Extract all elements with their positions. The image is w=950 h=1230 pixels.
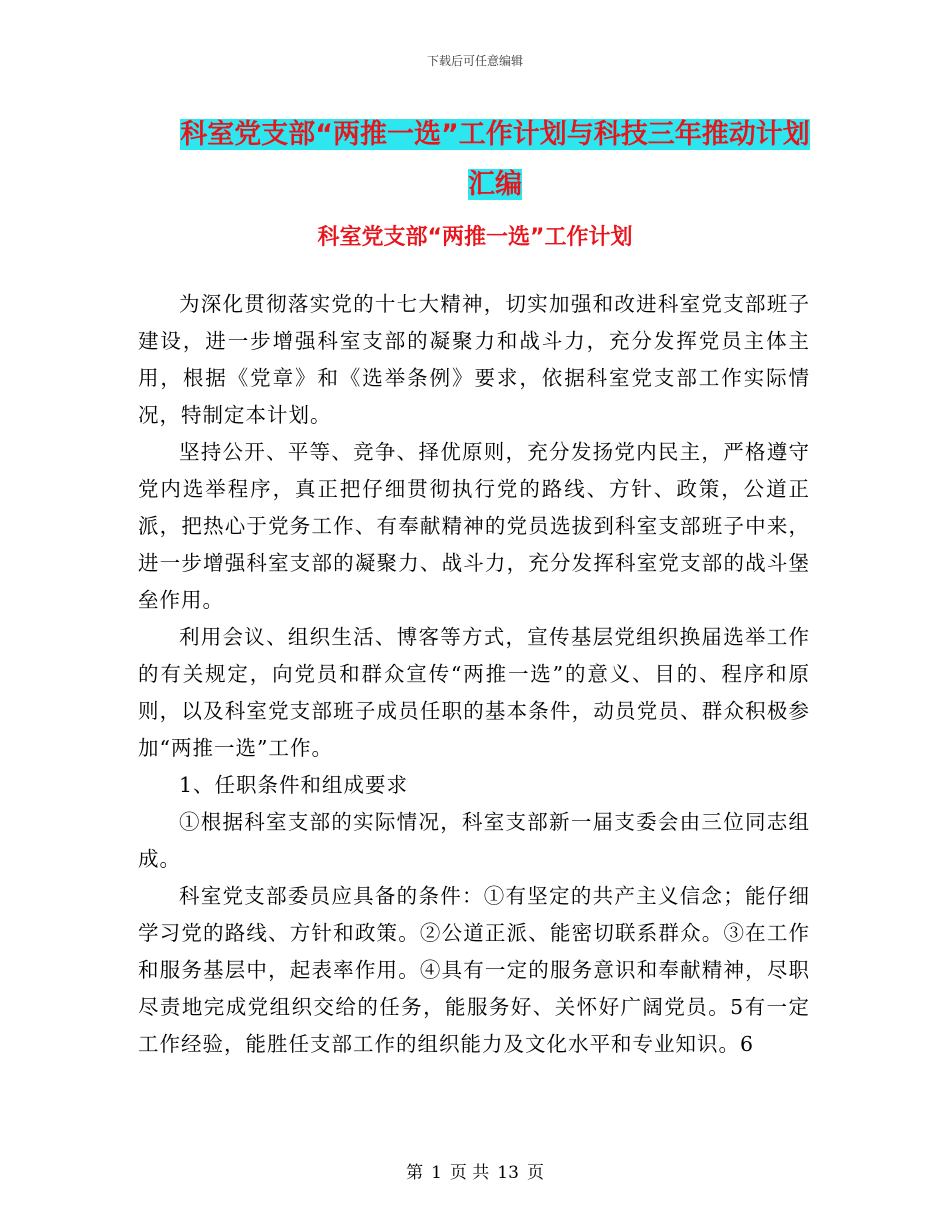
document-title-text: 科室党支部“两推一选”工作计划与科技三年推动计划汇编 xyxy=(180,119,810,200)
paragraph: 为深化贯彻落实党的十七大精神，切实加强和改进科室党支部班子建设，进一步增强科室支部的凝聚力和战斗力，充分发挥党员主体主用，根据《党章》和《选举条例》要求，依据科室党支部工作实际情况，特制定本计划。 xyxy=(138,292,810,427)
footer-prefix: 第 xyxy=(406,1163,424,1183)
footer-suffix: 页 xyxy=(526,1163,544,1183)
page-footer xyxy=(0,1158,950,1183)
paragraph: 科室党支部委员应具备的条件：①有坚定的共产主义信念；能仔细学习党的路线、方针和政策。②公道正派、能密切联系群众。③在工作和服务基层中，起表率作用。④具有一定的服务意识和奉献精神，尽职尽责地完成党组织交给的任务，能服务好、关怀好广阔党员。5有一定工作经验，能胜任支部工作的组织能力及文化水平和专业知识。6 xyxy=(138,884,810,1056)
paragraph: 利用会议、组织生活、博客等方式，宣传基层党组织换届选举工作的有关规定，向党员和群众宣传“两推一选”的意义、目的、程序和原则，以及科室党支部班子成员任职的基本条件，动员党员、群众积极参加“两推一选”工作。 xyxy=(138,625,810,760)
document-body xyxy=(138,286,810,1063)
footer-total-pages: 13 xyxy=(497,1163,519,1183)
header-note: 下载后可任意编辑 xyxy=(426,54,523,68)
paragraph: 坚持公开、平等、竞争、择优原则，充分发扬党内民主，严格遵守党内选举程序，真正把仔细贯彻执行党的路线、方针、政策，公道正派，把热心于党务工作、有奉献精神的党员选拔到科室支部班子中来，进一步增强科室支部的凝聚力、战斗力，充分发挥科室党支部的战斗堡垒作用。 xyxy=(138,440,810,612)
footer-middle: 页 共 xyxy=(449,1163,490,1183)
section-title: 科室党支部“两推一选”工作计划 xyxy=(317,225,633,250)
footer-page-number: 1 xyxy=(431,1163,442,1183)
paragraph: ①根据科室支部的实际情况，科室支部新一届支委会由三位同志组成。 xyxy=(138,810,810,871)
numbered-heading: 1、任职条件和组成要求 xyxy=(179,773,409,797)
document-title xyxy=(180,110,810,210)
